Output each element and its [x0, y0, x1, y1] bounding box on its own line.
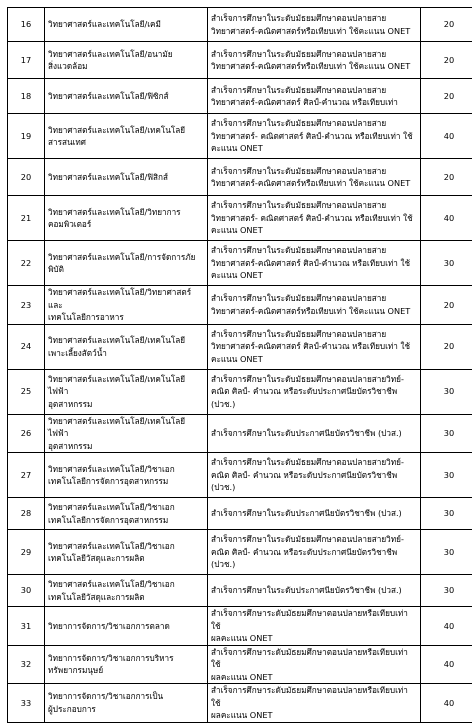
row-number-text: 18: [21, 91, 31, 101]
row-number-text: 17: [21, 55, 31, 65]
field-of-study-cell: [45, 8, 208, 42]
field-of-study-cell: [45, 575, 208, 607]
qualification-text: สำเร็จการศึกษาในระดับมัธยมศึกษาตอนปลายสาย วิทยาศาสตร์- คณิตศาสตร์ ศิลป์-คำนวณ หรือเทียบเท่า ใช้ คะแนน ONET: [211, 200, 413, 235]
field-of-study-cell: [45, 159, 208, 196]
row-number-cell: [8, 286, 45, 325]
qualification-cell: [208, 286, 421, 325]
table-row: [8, 196, 472, 241]
row-number-text: 25: [21, 386, 31, 396]
qualification-cell: [208, 414, 421, 453]
qualification-text: สำเร็จการศึกษาในระดับมัธยมศึกษาตอนปลายสาย วิทยาศาสตร์-คณิตศาสตร์หรือเทียบเท่า ใช้คะแนน ONET: [211, 293, 410, 316]
field-of-study-text: วิทยาศาสตร์และเทคโนโลยี/วิชาเอก เทคโนโลยีการจัดการอุตสาหกรรม: [48, 502, 175, 525]
field-of-study-text: วิทยาศาสตร์และเทคโนโลยี/ฟิซิกส์: [48, 91, 169, 101]
seats-cell: [421, 498, 472, 530]
field-of-study-text: วิทยาการจัดการ/วิชาเอกการบริหาร ทรัพยากรมนุษย์: [48, 653, 174, 676]
seats-cell: [421, 324, 472, 369]
seats-cell: [421, 159, 472, 196]
row-number-cell: [8, 498, 45, 530]
table-row: [8, 369, 472, 414]
qualification-text: สำเร็จการศึกษาในระดับมัธยมศึกษาตอนปลายสาย วิทยาศาสตร์-คณิตศาสตร์ ศิลป์-คำนวณ หรือเทียบเท่า: [211, 85, 398, 108]
seats-cell: [421, 286, 472, 325]
field-of-study-cell: [45, 453, 208, 498]
row-number-text: 26: [21, 428, 31, 438]
field-of-study-text: วิทยาศาสตร์และเทคโนโลยี/วิชาเอก เทคโนโลยีวัสดุและการผลิต: [48, 541, 175, 564]
row-number-cell: [8, 8, 45, 42]
seats-text: 20: [444, 172, 454, 182]
field-of-study-cell: [45, 645, 208, 684]
row-number-text: 22: [21, 258, 31, 268]
qualification-text: สำเร็จการศึกษาในระดับมัธยมศึกษาตอนปลายสายวิทย์- คณิต ศิลป์- คำนวณ หรือระดับประกาศนียบัตรวิชาชีพ (ปวช.): [211, 457, 404, 492]
seats-text: 30: [444, 258, 454, 268]
qualification-cell: [208, 607, 421, 646]
seats-cell: [421, 241, 472, 286]
qualification-cell: [208, 369, 421, 414]
row-number-cell: [8, 114, 45, 159]
qualification-text: สำเร็จการศึกษาในระดับมัธยมศึกษาตอนปลายสายวิทย์- คณิต ศิลป์- คำนวณ หรือระดับประกาศนียบัตรวิชาชีพ (ปวช.): [211, 374, 404, 409]
seats-cell: [421, 645, 472, 684]
field-of-study-cell: [45, 324, 208, 369]
qualification-cell: [208, 530, 421, 575]
qualification-text: สำเร็จการศึกษาในระดับมัธยมศึกษาตอนปลายสายวิทย์- คณิต ศิลป์- คำนวณ หรือระดับประกาศนียบัตรวิชาชีพ (ปวช.): [211, 534, 404, 569]
table-row: [8, 607, 472, 646]
seats-text: 40: [444, 698, 454, 708]
row-number-cell: [8, 324, 45, 369]
qualification-text: สำเร็จการศึกษาในระดับมัธยมศึกษาตอนปลายสาย วิทยาศาสตร์-คณิตศาสตร์ ศิลป์-คำนวณ หรือเทียบเท่า ใช้ คะแนน ONET: [211, 329, 410, 364]
seats-text: 20: [444, 341, 454, 351]
row-number-cell: [8, 453, 45, 498]
qualification-cell: [208, 42, 421, 79]
table-row: [8, 414, 472, 453]
field-of-study-text: วิทยาศาสตร์และเทคโนโลยี/เทคโนโลยี สารสนเทศ: [48, 125, 185, 148]
table-row: [8, 79, 472, 114]
row-number-cell: [8, 575, 45, 607]
seats-text: 40: [444, 621, 454, 631]
qualification-text: สำเร็จการศึกษาในระดับมัธยมศึกษาตอนปลายสาย วิทยาศาสตร์-คณิตศาสตร์หรือเทียบเท่า ใช้คะแนน ONET: [211, 166, 410, 189]
field-of-study-text: วิทยาศาสตร์และเทคโนโลยี/วิชาเอก เทคโนโลยีวัสดุและการผลิต: [48, 579, 175, 602]
seats-text: 30: [444, 470, 454, 480]
seats-cell: [421, 42, 472, 79]
row-number-cell: [8, 79, 45, 114]
field-of-study-text: วิทยาศาสตร์และเทคโนโลยี/วิทยาศาสตร์และ เทคโนโลยีการอาหาร: [48, 287, 191, 322]
seats-cell: [421, 414, 472, 453]
field-of-study-cell: [45, 196, 208, 241]
table-row: [8, 684, 472, 723]
table-row: [8, 114, 472, 159]
qualification-text: สำเร็จการศึกษาในระดับมัธยมศึกษาตอนปลายสาย วิทยาศาสตร์-คณิตศาสตร์ ศิลป์-คำนวณ หรือเทียบเท่า ใช้ คะแนน ONET: [211, 245, 410, 280]
row-number-text: 33: [21, 698, 31, 708]
row-number-text: 31: [21, 621, 31, 631]
field-of-study-cell: [45, 286, 208, 325]
row-number-text: 24: [21, 341, 31, 351]
seats-cell: [421, 196, 472, 241]
field-of-study-cell: [45, 42, 208, 79]
seats-text: 20: [444, 55, 454, 65]
qualification-cell: [208, 645, 421, 684]
field-of-study-cell: [45, 241, 208, 286]
table-row: [8, 645, 472, 684]
field-of-study-text: วิทยาศาสตร์และเทคโนโลยี/วิทยาการ คอมพิวเตอร์: [48, 207, 181, 230]
row-number-text: 23: [21, 300, 31, 310]
row-number-cell: [8, 369, 45, 414]
qualification-text: สำเร็จการศึกษาระดับมัธยมศึกษาตอนปลายหรือเทียบเท่าใช้ ผลคะแนน ONET: [211, 608, 408, 643]
seats-text: 30: [444, 547, 454, 557]
table-row: [8, 42, 472, 79]
qualification-cell: [208, 575, 421, 607]
row-number-text: 30: [21, 585, 31, 595]
qualification-cell: [208, 498, 421, 530]
row-number-text: 20: [21, 172, 31, 182]
seats-text: 40: [444, 131, 454, 141]
qualification-text: สำเร็จการศึกษาในระดับประกาศนียบัตรวิชาชีพ (ปวส.): [211, 585, 402, 595]
seats-text: 30: [444, 508, 454, 518]
table-row: [8, 241, 472, 286]
qualification-text: สำเร็จการศึกษาระดับมัธยมศึกษาตอนปลายหรือเทียบเท่าใช้ ผลคะแนน ONET: [211, 647, 408, 682]
seats-cell: [421, 79, 472, 114]
admission-table-body: [8, 8, 472, 723]
row-number-cell: [8, 241, 45, 286]
field-of-study-cell: [45, 369, 208, 414]
row-number-text: 16: [21, 19, 31, 29]
field-of-study-text: วิทยาศาสตร์และเทคโนโลยี/อนามัย สิ่งแวดล้อม: [48, 49, 173, 72]
field-of-study-text: วิทยาศาสตร์และเทคโนโลยี/เทคโนโลยี เพาะเลี้ยงสัตว์น้ำ: [48, 335, 185, 358]
table-row: [8, 453, 472, 498]
seats-cell: [421, 8, 472, 42]
field-of-study-cell: [45, 684, 208, 723]
field-of-study-text: วิทยาศาสตร์และเทคโนโลยี/วิชาเอก เทคโนโลยีการจัดการอุตสาหกรรม: [48, 464, 175, 487]
seats-text: 30: [444, 386, 454, 396]
field-of-study-cell: [45, 79, 208, 114]
row-number-cell: [8, 159, 45, 196]
field-of-study-text: วิทยาศาสตร์และเทคโนโลยี/เทคโนโลยีไฟฟ้า อุตสาหกรรม: [48, 416, 185, 451]
field-of-study-text: วิทยาศาสตร์และเทคโนโลยี/เคมี: [48, 19, 161, 29]
seats-cell: [421, 369, 472, 414]
seats-cell: [421, 114, 472, 159]
row-number-cell: [8, 42, 45, 79]
qualification-cell: [208, 196, 421, 241]
field-of-study-cell: [45, 498, 208, 530]
row-number-text: 29: [21, 547, 31, 557]
qualification-text: สำเร็จการศึกษาในระดับมัธยมศึกษาตอนปลายสาย วิทยาศาสตร์-คณิตศาสตร์หรือเทียบเท่า ใช้คะแนน ONET: [211, 13, 410, 36]
field-of-study-text: วิทยาศาสตร์และเทคโนโลยี/เทคโนโลยีไฟฟ้า อุตสาหกรรม: [48, 374, 185, 409]
row-number-cell: [8, 414, 45, 453]
row-number-cell: [8, 607, 45, 646]
row-number-cell: [8, 196, 45, 241]
qualification-cell: [208, 324, 421, 369]
table-row: [8, 498, 472, 530]
admission-table: [7, 7, 472, 723]
table-row: [8, 324, 472, 369]
qualification-text: สำเร็จการศึกษาในระดับประกาศนียบัตรวิชาชีพ (ปวส.): [211, 508, 402, 518]
field-of-study-cell: [45, 530, 208, 575]
seats-text: 20: [444, 300, 454, 310]
row-number-text: 27: [21, 470, 31, 480]
qualification-text: สำเร็จการศึกษาในระดับมัธยมศึกษาตอนปลายสาย วิทยาศาสตร์- คณิตศาสตร์ ศิลป์-คำนวณ หรือเทียบเท่า ใช้ คะแนน ONET: [211, 118, 413, 153]
qualification-cell: [208, 114, 421, 159]
seats-cell: [421, 453, 472, 498]
table-row: [8, 575, 472, 607]
table-row: [8, 8, 472, 42]
qualification-text: สำเร็จการศึกษาในระดับมัธยมศึกษาตอนปลายสาย วิทยาศาสตร์-คณิตศาสตร์หรือเทียบเท่า ใช้คะแนน ONET: [211, 49, 410, 72]
row-number-text: 28: [21, 508, 31, 518]
seats-text: 20: [444, 91, 454, 101]
row-number-text: 19: [21, 131, 31, 141]
field-of-study-cell: [45, 607, 208, 646]
table-row: [8, 159, 472, 196]
seats-text: 20: [444, 19, 454, 29]
qualification-cell: [208, 684, 421, 723]
field-of-study-text: วิทยาศาสตร์และเทคโนโลยี/ฟิสิกส์: [48, 172, 168, 182]
seats-cell: [421, 575, 472, 607]
qualification-text: สำเร็จการศึกษาในระดับประกาศนียบัตรวิชาชีพ (ปวส.): [211, 428, 402, 438]
qualification-cell: [208, 241, 421, 286]
field-of-study-text: วิทยาการจัดการ/วิชาเอกการตลาด: [48, 621, 170, 631]
seats-cell: [421, 684, 472, 723]
field-of-study-cell: [45, 414, 208, 453]
seats-cell: [421, 607, 472, 646]
qualification-cell: [208, 453, 421, 498]
qualification-cell: [208, 79, 421, 114]
seats-cell: [421, 530, 472, 575]
row-number-text: 21: [21, 213, 31, 223]
seats-text: 30: [444, 585, 454, 595]
field-of-study-text: วิทยาการจัดการ/วิชาเอกการเป็น ผู้ประกอบการ: [48, 691, 163, 714]
row-number-cell: [8, 645, 45, 684]
qualification-cell: [208, 8, 421, 42]
field-of-study-cell: [45, 114, 208, 159]
row-number-text: 32: [21, 659, 31, 669]
seats-text: 40: [444, 213, 454, 223]
row-number-cell: [8, 684, 45, 723]
table-row: [8, 286, 472, 325]
row-number-cell: [8, 530, 45, 575]
seats-text: 30: [444, 428, 454, 438]
table-row: [8, 530, 472, 575]
seats-text: 40: [444, 659, 454, 669]
qualification-cell: [208, 159, 421, 196]
qualification-text: สำเร็จการศึกษาระดับมัธยมศึกษาตอนปลายหรือเทียบเท่าใช้ ผลคะแนน ONET: [211, 685, 408, 720]
field-of-study-text: วิทยาศาสตร์และเทคโนโลยี/การจัดการภัย พิบัติ: [48, 252, 195, 275]
